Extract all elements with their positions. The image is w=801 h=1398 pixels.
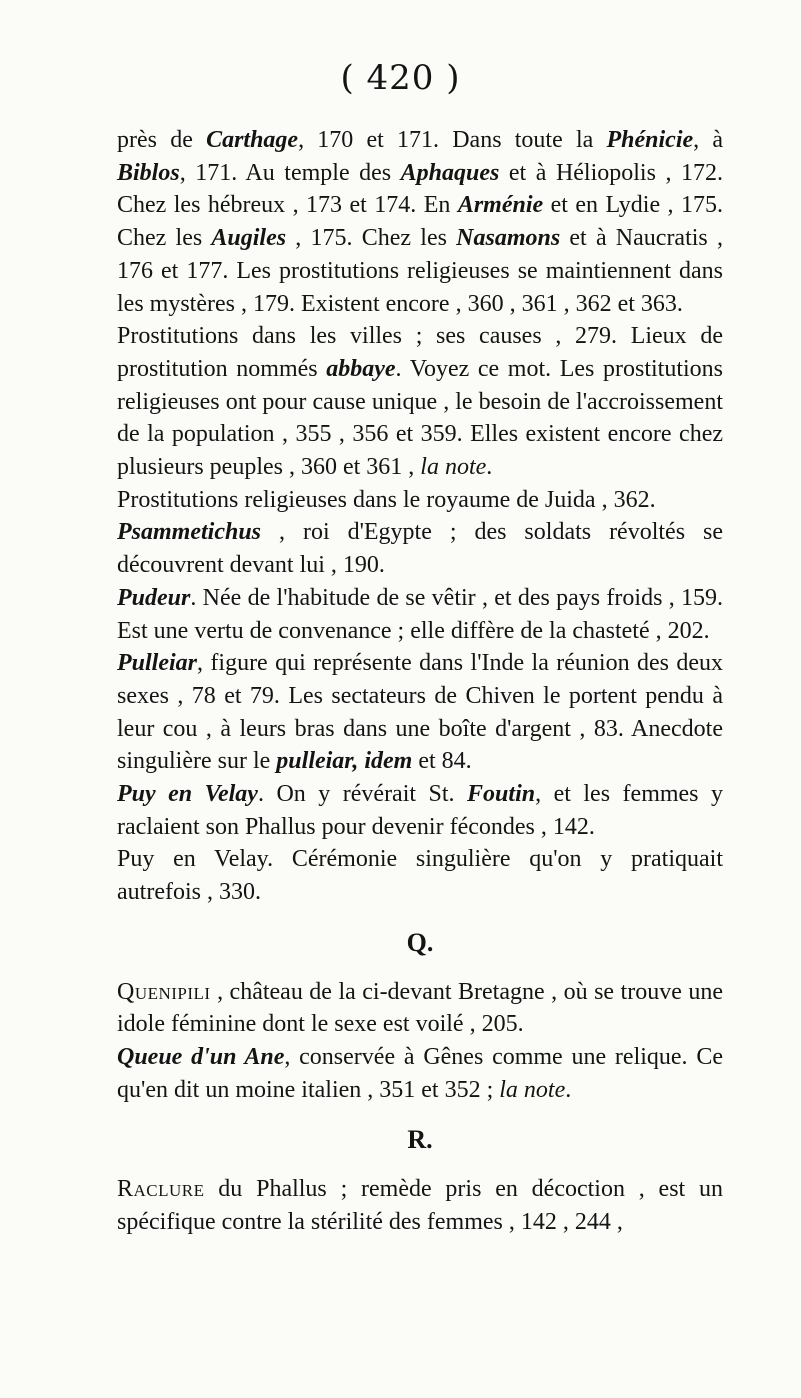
entry-text: , et les femmes y raclaient son Phallus pour devenir fécondes , 142. bbox=[117, 781, 724, 840]
entry-text: , roi d'Egypte ; des soldats révoltés se découvrent devant lui , 190. bbox=[117, 519, 723, 579]
section-letter-q: Q. bbox=[406, 927, 434, 957]
entry-term: Psammetichus bbox=[117, 519, 262, 546]
entry-text: du Phallus ; remède pris en décoction , est un spécifique contre la stérilité des femmes , 142 , 244 , bbox=[117, 1176, 723, 1235]
entry-term: Quenipili bbox=[117, 978, 211, 1005]
entry-text: et 84. bbox=[412, 748, 472, 775]
index-entry-carthage-cont bbox=[117, 124, 723, 320]
index-entry-queue-d-un-ane bbox=[117, 1041, 723, 1106]
entry-text: Prostitutions dans les villes ; ses causes , 279. Lieux de prostitution nommés bbox=[117, 323, 723, 382]
index-entry-prostitutions-juida bbox=[117, 484, 723, 517]
entries-q bbox=[117, 976, 723, 1107]
entries-p bbox=[117, 124, 723, 909]
index-entry-pulleiar bbox=[117, 647, 723, 778]
page-number: ( 420 ) bbox=[340, 58, 461, 98]
entry-term: Pulleiar bbox=[117, 650, 198, 677]
entry-text: , figure qui représente dans l'Inde la réunion des deux sexes , 78 et 79. Les sectateurs de Chiven le portent pendu à leur cou , à leurs bras dans une boîte d'argent , 83. Anecdote singulière sur le bbox=[117, 650, 723, 775]
entry-term: Aphaques bbox=[400, 159, 500, 186]
entry-text: la note bbox=[420, 454, 487, 481]
entry-text: . Voyez ce mot. Les prostitutions religieuses ont pour cause unique , le besoin de l'accroissement de la population , 355 , 356 et 359. Elles existent encore chez plusieurs peuples , 360 et 361 , bbox=[117, 355, 723, 481]
entry-term: Raclure bbox=[117, 1176, 205, 1203]
entry-text: . bbox=[565, 1076, 572, 1103]
entry-text: Prostitutions religieuses dans le royaume de Juida , 362. bbox=[117, 486, 656, 513]
entry-text: . Née de l'habitude de se vêtir , et des pays froids , 159. Est une vertu de convenance ; elle diffère de la chasteté , 202. bbox=[117, 584, 723, 644]
index-entry-puy-en-velay-italic bbox=[117, 778, 723, 843]
entry-term: Puy en Velay bbox=[117, 781, 258, 808]
index-entry-quenipili bbox=[117, 976, 723, 1041]
entry-text: la note bbox=[499, 1076, 566, 1103]
entry-text: , 170 et 171. Dans toute la bbox=[298, 127, 607, 153]
entry-text: et à Naucratis , 176 et 177. Les prostitutions religieuses se maintiennent dans les mystères , 179. Existent encore , 360 , 361 , 362 et 363. bbox=[117, 225, 723, 317]
entry-term: Biblos bbox=[117, 159, 180, 186]
entry-text: , 171. Au temple des bbox=[179, 159, 401, 186]
entry-text: Puy en Velay. Cérémonie singulière qu'on y pratiquait autrefois , 330. bbox=[117, 846, 723, 906]
index-entry-psammetichus bbox=[117, 516, 723, 581]
entry-term: Queue d'un Ane bbox=[117, 1043, 285, 1070]
entry-term: Phénicie bbox=[606, 127, 694, 153]
entry-text: et à Héliopolis , 172. Chez les hébreux , 173 et 174. En bbox=[117, 159, 724, 219]
index-entry-puy-en-velay bbox=[117, 843, 723, 908]
index-entry-prostitutions-villes bbox=[117, 320, 723, 484]
entry-text: , conservée à Gênes comme une relique. Ce qu'en dit un moine italien , 351 et 352 ; bbox=[117, 1043, 723, 1103]
entry-term: pulleiar, idem bbox=[276, 748, 413, 775]
entry-text: . On y révérait St. bbox=[257, 781, 468, 808]
section-letter-r: R. bbox=[407, 1125, 433, 1155]
index-entry-pudeur bbox=[117, 582, 723, 647]
entries-r bbox=[117, 1173, 723, 1238]
entry-text: , 175. Chez les bbox=[286, 225, 457, 252]
entry-text: et en Lydie , 175. Chez les bbox=[117, 192, 724, 252]
entry-term: Foutin bbox=[467, 781, 536, 808]
index-entry-raclure bbox=[117, 1173, 723, 1238]
entry-term: abbaye bbox=[326, 355, 396, 382]
entry-text: . bbox=[486, 454, 493, 481]
entry-text: près de bbox=[117, 127, 207, 153]
entry-term: Augiles bbox=[211, 225, 287, 252]
index-text bbox=[117, 124, 723, 1239]
entry-text: , à bbox=[693, 127, 724, 153]
entry-term: Pudeur bbox=[117, 584, 191, 611]
entry-term: Nasamons bbox=[456, 225, 561, 252]
entry-term: Arménie bbox=[457, 192, 544, 219]
entry-term: Carthage bbox=[206, 127, 299, 153]
entry-text: , château de la ci-devant Bretagne , où se trouve une idole féminine dont le sexe est voilé , 205. bbox=[117, 978, 723, 1038]
